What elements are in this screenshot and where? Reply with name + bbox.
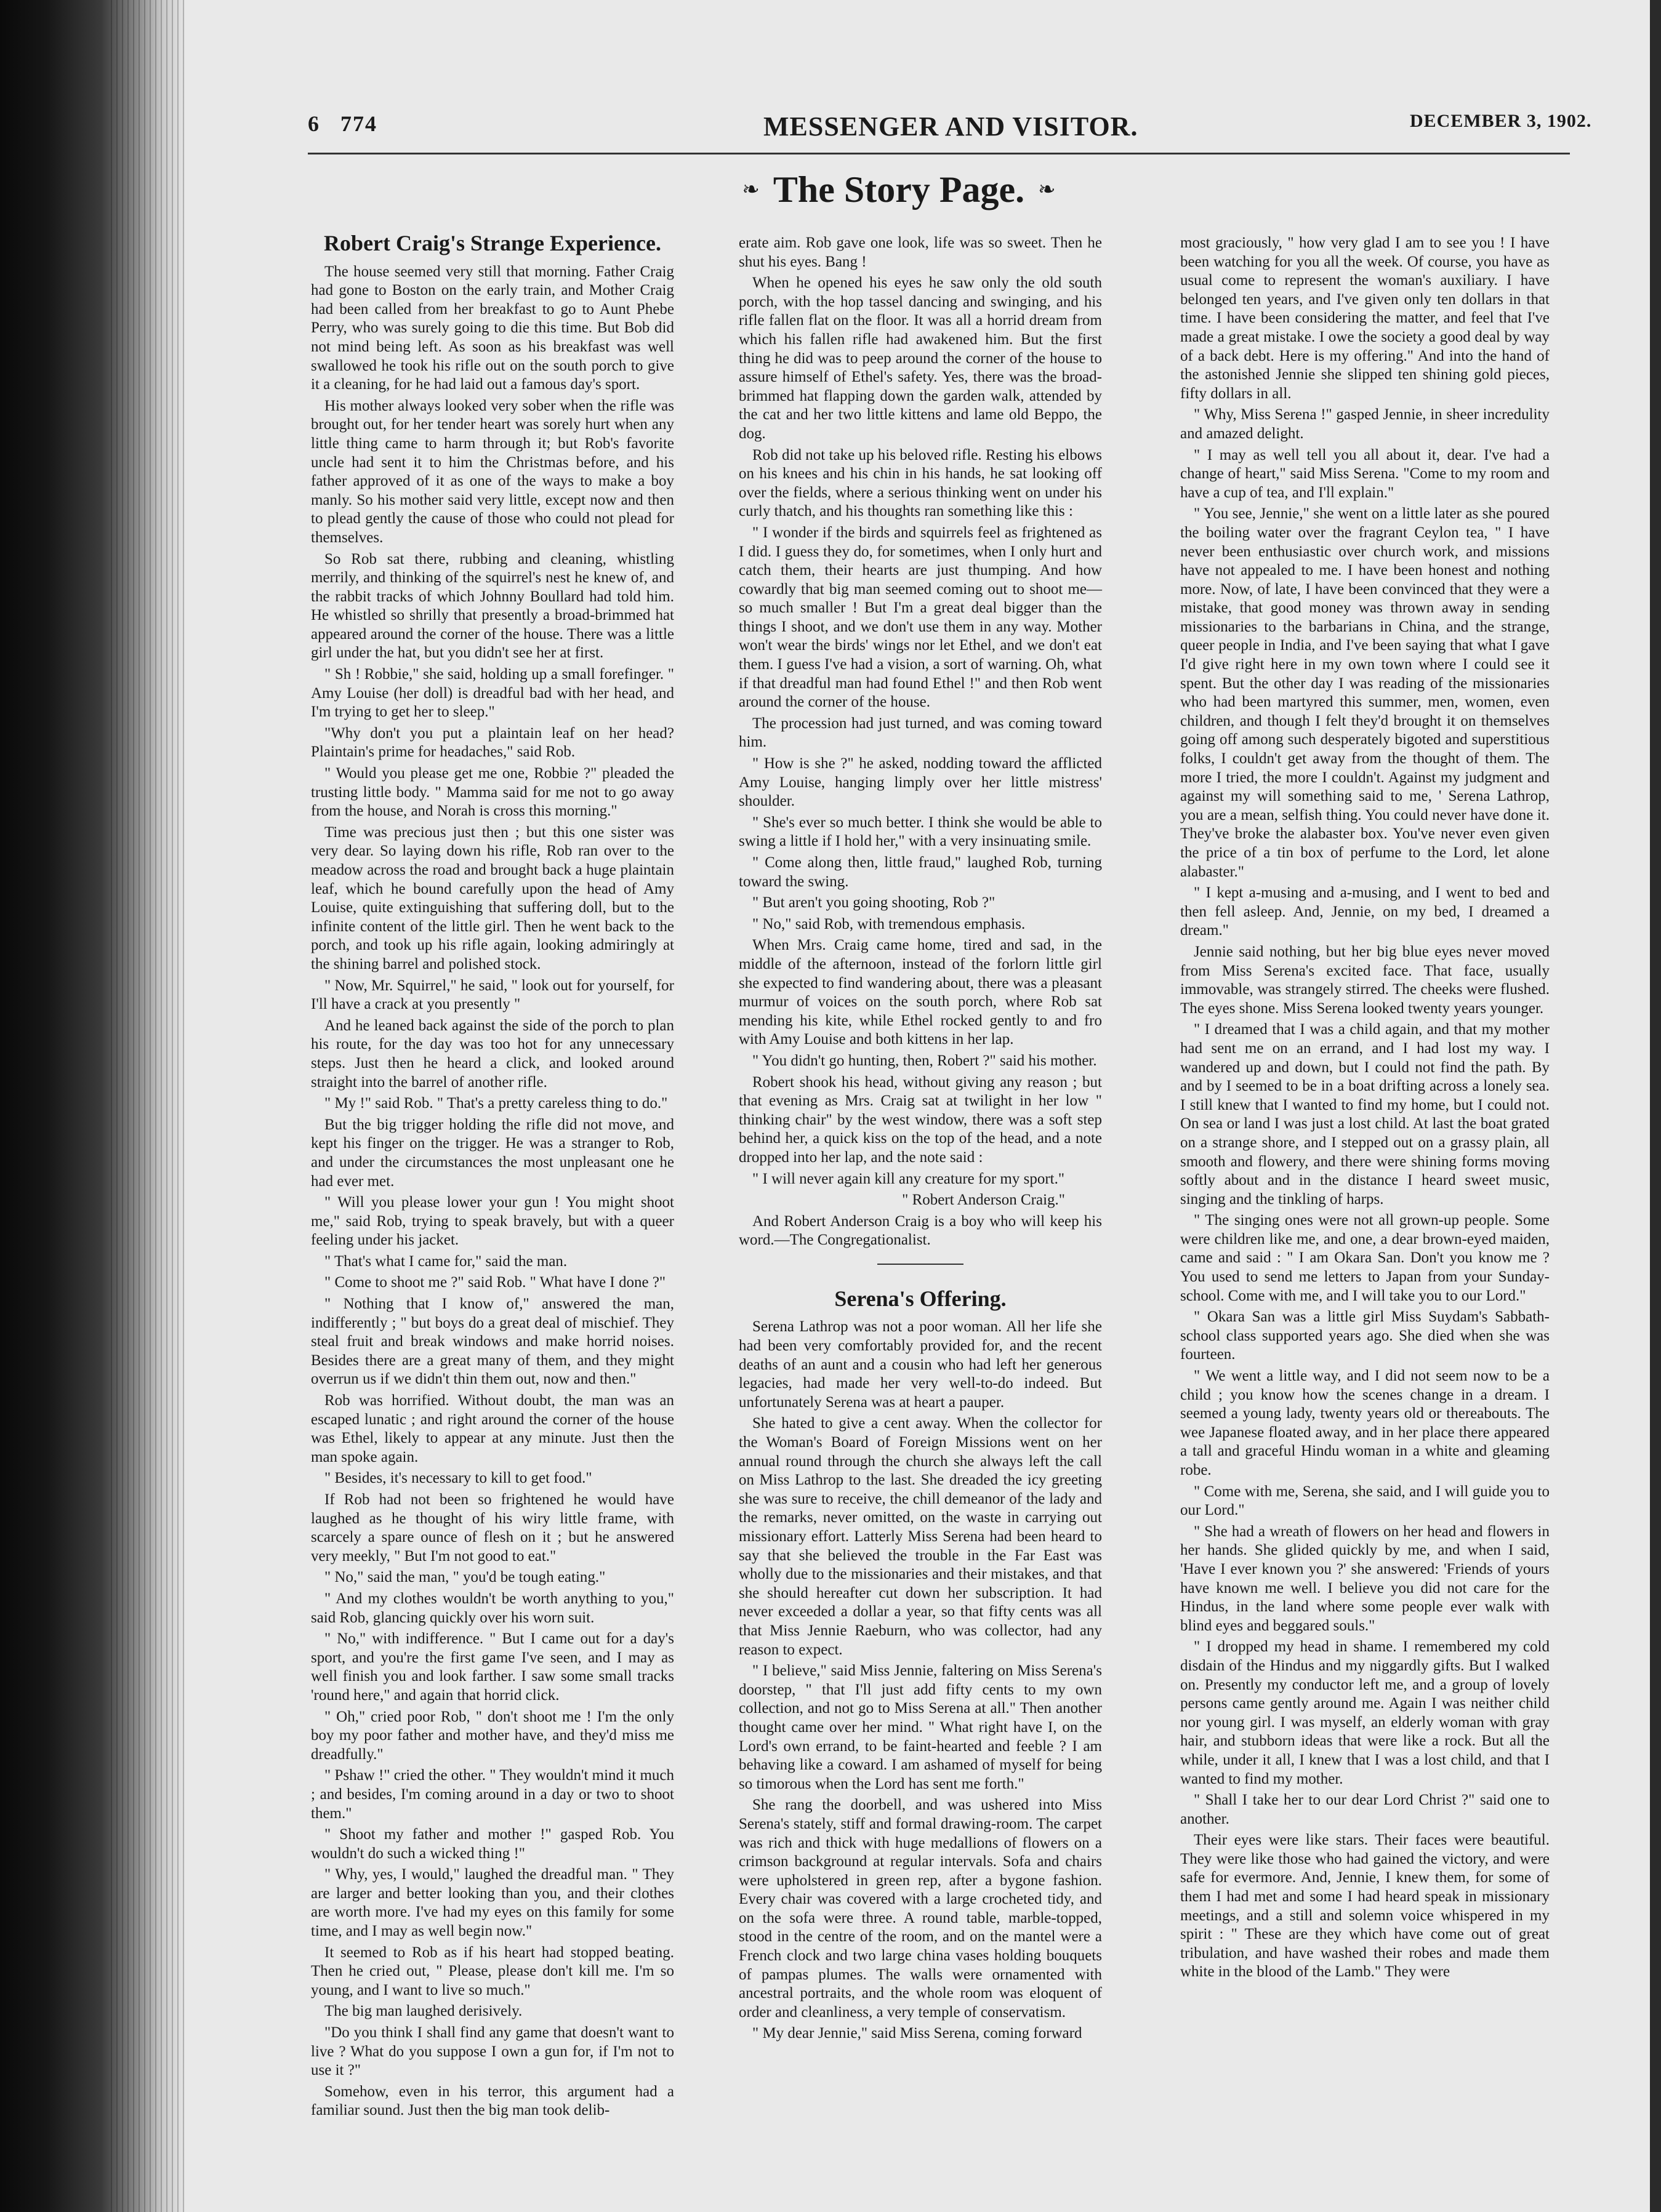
paragraph: Serena Lathrop was not a poor woman. All her life she had been very comfortably provided for, and the recent deaths of an aunt and a cousin who had left her generous legacies, had made her very well-to-do indeed. But unfortunately Serena was at heart a pauper. [739,1318,1102,1411]
paragraph: When Mrs. Craig came home, tired and sad, in the middle of the afternoon, instead of the forlorn little girl she expected to find wandering about, there was a pleasant murmur of voices on the south porch, where Rob sat mending his kite, while Ethel rocked gently to and fro with Amy Louise and both kittens in her lap. [739,937,1102,1048]
story-body-robert-part1 [311,263,674,2120]
story-body-serena-part1 [739,1318,1102,2043]
paragraph: " Why, yes, I would," laughed the dreadful man. " They are larger and better looking than you, and their clothes are worth more. I've had my eyes on this family for some time, and I may as well begin now." [311,1866,674,1940]
paragraph: " Will you please lower your gun ! You might shoot me," said Rob, trying to speak bravely, but with a queer feeling under his jacket. [311,1194,674,1249]
paragraph: "Why don't you put a plaintain leaf on her head? Plaintain's prime for headaches," said Rob. [311,724,674,761]
paragraph: And he leaned back against the side of the porch to plan his route, for the day was too hot for any unnecessary steps. Just then he heard a click, and looked around straight into the barrel of another rifle. [311,1017,674,1091]
paragraph: most graciously, " how very glad I am to see you ! I have been watching for you all the week. Of course, you have as usual come to represent the woman's auxiliary. I have belonged ten years, and I've given only ten dollars in that time. I have been considering the matter, and feel that I've made a great mistake. I owe the society a good deal by way of a back debt. Here is my offering." And into the hand of the astonished Jennie she slipped ten shining gold pieces, fifty dollars in all. [1180,234,1550,402]
paragraph: " No," said the man, " you'd be tough eating." [324,1569,606,1586]
section-heading [665,165,1133,214]
column-2 [739,234,1102,2046]
paragraph: If Rob had not been so frightened he would have laughed as he thought of his wiry little frame, with scarcely a spare ounce of flesh on it ; but he answered very meekly, " But I'm not good to eat." [311,1491,674,1565]
ornament-right-icon: ❧ [1038,178,1056,201]
paragraph: "Do you think I shall find any game that doesn't want to live ? What do you suppose I own a gun for, if I'm not to use it ?" [311,2024,674,2079]
paragraph: " I dreamed that I was a child again, and that my mother had sent me on an errand, and I had lost my way. I wandered up and down, but I could not find the path. By and by I seemed to be in a boat drifting across a lonely sea. I still knew that I wanted to find my home, but I could not. On sea or land I was just a lost child. At last the boat grated on a strange shore, and I stepped out on a grassy plain, all smooth and flowery, and there were shining forms moving softly about and in the distance I heard sweet music, singing and the tinkling of harps. [1180,1021,1550,1208]
paragraph: " Nothing that I know of," answered the man, indifferently ; " but boys do a great deal of mischief. They steal fruit and break windows and make horrid noises. Besides there are a great many of them, and they might overrun us if we didn't thin them out, now and then." [311,1296,674,1388]
paragraph: It seemed to Rob as if his heart had stopped beating. Then he cried out, " Please, please don't kill me. I'm so young, and I want to live so much." [311,1944,674,1998]
paragraph: " We went a little way, and I did not seem now to be a child ; you know how the scenes change in a dream. I seemed a young lady, twenty years old or thereabouts. The wee Japanese floated away, and in her place there appeared a tall and graceful Hindu woman in a white and gleaming robe. [1180,1368,1550,1478]
paragraph: " How is she ?" he asked, nodding toward the afflicted Amy Louise, hanging limply over her little mistress' shoulder. [739,755,1102,810]
paragraph: " My !" said Rob. " That's a pretty careless thing to do." [324,1095,668,1112]
paragraph: " Now, Mr. Squirrel," he said, " look out for yourself, for I'll have a crack at you presently " [311,977,674,1013]
paragraph: Robert shook his head, without giving any reason ; but that evening as Mrs. Craig sat at twilight in her low " thinking chair" by the west window, there was a soft step behind her, a quick kiss on the top of the head, and a note dropped into her lap, and the note said : [739,1073,1102,1166]
paragraph: " And my clothes wouldn't be worth anything to you," said Rob, glancing quickly over his worn suit. [311,1590,674,1626]
page-edges [111,0,191,2212]
paragraph: So Rob sat there, rubbing and cleaning, whistling merrily, and thinking of the squirrel's nest he knew of, and the rabbit tracks of which Johnny Boullard had told him. He whistled so shrilly that presently a broad-brimmed hat appeared around the corner of the house. There was a little girl under the hat, but you didn't see her at first. [311,550,674,662]
paragraph: " No," said Rob, with tremendous emphasis. [752,915,1026,932]
story-divider [877,1264,963,1265]
paragraph: " She's ever so much better. I think she would be able to swing a little if I hold her," with a very insinuating smile. [739,814,1102,850]
paragraph: " You see, Jennie," she went on a little later as she poured the boiling water over the fragrant Ceylon tea, " I have never been enthusiastic over church work, and missions have not appealed to me. I have been honest and nothing more. Now, of late, I have been convinced that they were a mistake, that good money was thrown away in sending missionaries to the barbarians in China, and the strange, queer people in India, and I've been saying that what I gave I'd give right here in my own town where I could see it spent. But the other day I was reading of the missionaries who had been martyred this summer, men, women, even children, and though I felt they'd brought it on themselves going off among such desperately bigoted and superstitious folks, I couldn't get away from the thought of them. The more I tried, the more I couldn't. Against my judgment and against my will something said to me, ' Serena Lathrop, you are a mean, selfish thing. You could never have done it. They've broke the alabaster box. You've never even given the price of a tin box of perfume to the Lord, let alone alabaster." [1180,505,1550,880]
paragraph: erate aim. Rob gave one look, life was so sweet. Then he shut his eyes. Bang ! [739,234,1102,270]
paragraph: Jennie said nothing, but her big blue eyes never moved from Miss Serena's excited face. That face, usually immovable, was strangely stirred. The cheeks were flushed. The eyes shone. Miss Serena looked twenty years younger. [1180,943,1550,1017]
paragraph: His mother always looked very sober when the rifle was brought out, for her tender heart was sorely hurt when any little thing came to harm through it; but Rob's favorite uncle had sent it to him the Christmas before, and his father approved of it as one of the ways to make a boy manly. So his mother said very little, except now and then to plead gently the cause of those who could not plead for themselves. [311,397,674,546]
paragraph: " Come with me, Serena, she said, and I will guide you to our Lord." [1180,1483,1550,1519]
paragraph: " I believe," said Miss Jennie, faltering on Miss Serena's doorstep, " that I'll just add fifty cents to my own collection, and not go to Miss Serena at all." Then another thought came over her mind. " What right have I, on the Lord's own errand, to be faint-hearted and feeble ? I am behaving like a coward. I am ashamed of myself for being so timorous when the Lord has sent me forth." [739,1662,1102,1792]
paragraph: " The singing ones were not all grown-up people. Some were children like me, and one, a dear brown-eyed maiden, came and said : " I am Okara San. Don't you know me ? You used to send me letters to Japan from your Sunday-school. Come with me, and I will take you to our Lord." [1180,1212,1550,1304]
paragraph: " You didn't go hunting, then, Robert ?" said his mother. [752,1052,1097,1069]
paragraph: Their eyes were like stars. Their faces were beautiful. They were like those who had gained the victory, and were safe for evermore. And, Jennie, I knew them, for some of them I had met and some I had heard speak in missionary meetings, and a still and solemn voice whispered in my spirit : " These are they which have come out of great tribulation, and have washed their robes and made them white in the blood of the Lamb." They were [1180,1832,1550,1981]
page-number [308,111,377,137]
paragraph: " I will never again kill any creature for my sport." [752,1170,1065,1187]
paragraph: " Sh ! Robbie," she said, holding up a small forefinger. " Amy Louise (her doll) is dreadful bad with her head, and I'm trying to get her to sleep." [311,666,674,721]
paragraph: The procession had just turned, and was coming toward him. [739,715,1102,751]
paragraph: " She had a wreath of flowers on her head and flowers in her hands. She glided quickly by me, and when I said, 'Have I ever known you ?' she answered: 'Friends of yours have known me well. I believe you did not care for the Hindus, in the land where some people ever walk with blind eyes and beggared souls." [1180,1523,1550,1634]
paragraph: " Besides, it's necessary to kill to get food." [324,1470,592,1487]
paragraph: " My dear Jennie," said Miss Serena, coming forward [752,2025,1082,2042]
paragraph: " Shoot my father and mother !" gasped Rob. You wouldn't do such a wicked thing !" [311,1826,674,1862]
paragraph: " Come to shoot me ?" said Rob. " What have I done ?" [324,1274,666,1291]
paragraph: But the big trigger holding the rifle did not move, and kept his finger on the trigger. He was a stranger to Rob, and under the circumstances the most unpleasant one he had ever met. [311,1116,674,1190]
story-body-serena-part2 [1180,234,1550,1982]
story-closing: And Robert Anderson Craig is a boy who will keep his word.—The Congregationalist. [739,1212,1102,1249]
paragraph: Rob was horrified. Without doubt, the man was an escaped lunatic ; and right around the corner of the house was Ethel, likely to appear at any minute. Just then the man spoke again. [311,1392,674,1465]
paragraph: " Why, Miss Serena !" gasped Jennie, in sheer incredulity and amazed delight. [1180,406,1550,442]
column-3 [1180,234,1550,1984]
paragraph: " Okara San was a little girl Miss Suydam's Sabbath-school class supported years ago. She died when she was fourteen. [1180,1308,1550,1363]
section-title: The Story Page. [773,169,1025,210]
story-title-serena: Serena's Offering. [834,1286,1007,1311]
paragraph: " Would you please get me one, Robbie ?" pleaded the trusting little body. " Mamma said for me not to go away from the house, and Norah is cross this morning." [311,765,674,820]
binding-edge [1650,0,1661,2212]
paragraph: " Shall I take her to our dear Lord Christ ?" said one to another. [1180,1792,1550,1827]
paragraph: " No," with indifference. " But I came out for a day's sport, and you're the first game I've seen, and I may as well finish you and look farther. I saw some small tracks 'round here," and again that horrid click. [311,1630,674,1704]
paragraph: When he opened his eyes he saw only the old south porch, with the hop tassel dancing and swinging, and his rifle fallen flat on the floor. It was all a horrid dream from which his fallen rifle had awakened him. But the first thing he did was to peep around the corner of the house to assure himself of Ethel's safety. Yes, there was the broad-brimmed hat flapping down the garden walk, attended by the cat and her two little kittens and lame old Beppo, the dog. [739,274,1102,442]
paragraph: " I dropped my head in shame. I remembered my cold disdain of the Hindus and my niggardly gifts. But I walked on. Presently my conductor left me, and a group of lovely persons came gently around me. Again I was neither child nor young girl. I was myself, an elderly woman with gray hair, and stubborn ideas that were like a rock. But all the while, under it all, I knew that I was a lost child, and that I wanted to find my mother. [1180,1638,1550,1787]
paragraph: " Oh," cried poor Rob, " don't shoot me ! I'm the only boy my poor father and mother have, and they'd miss me dreadfully." [311,1708,674,1763]
paragraph: Somehow, even in his terror, this argument had a familiar sound. Just then the big man took delib- [311,2083,674,2119]
story-title-robert: Robert Craig's Strange Experience. [324,231,661,255]
page-number-value: 774 [340,111,377,136]
paragraph: She hated to give a cent away. When the collector for the Woman's Board of Foreign Missions went on her annual round through the church she always left the call on Miss Lathrop to the last. She dreaded the icy greeting she was sure to receive, the chill demeanor of the lady and the remarks, never omitted, on the waste in carrying out missionary effort. Latterly Miss Serena had been heard to say that she believed the trouble in the Far East was wholly due to the missionaries and their mistakes, and that she should hereafter cut down her subscription. It had never exceeded a dollar a year, so that fifty cents was all that Miss Jennie Raeburn, who was collector, had any reason to expect. [739,1415,1102,1658]
paragraph: " But aren't you going shooting, Rob ?" [752,894,995,912]
paragraph: Rob did not take up his beloved rifle. Resting his elbows on his knees and his chin in his hands, he sat looking off over the fields, where a serious thinking went on under his curly thatch, and his thoughts ran something like this : [739,446,1102,520]
paragraph: She rang the doorbell, and was ushered into Miss Serena's stately, stiff and formal drawing-room. The carpet was rich and thick with huge medallions of flowers on a crimson background at regular intervals. Sofa and chairs were upholstered in green rep, after a bygone fashion. Every chair was covered with a large crocheted tidy, and on the sofa were three. A round table, marble-topped, stood in the centre of the room, and on the mantel were a French clock and two large china vases holding bouquets of pampas plumes. The walls were ornamented with ancestral portraits, and the whole room was eloquent of order and cleanliness, a very temple of conservatism. [739,1797,1102,2021]
paragraph: The big man laughed derisively. [324,2003,523,2020]
paragraph: " I may as well tell you all about it, dear. I've had a change of heart," said Miss Serena. "Come to my room and have a cup of tea, and I'll explain." [1180,446,1550,501]
paragraph: " I wonder if the birds and squirrels feel as frightened as I did. I guess they do, for sometimes, when I only hurt and catch them, their hearts are just thumping. And how cowardly that big man seemed coming out to shoot me—so much smaller ! But I'm a great deal bigger than the things I shoot, and we don't use them in any way. Mother won't wear the birds' wings nor let Ethel, and we don't eat them. I guess I've had a vision, a sort of warning. Oh, what if that dreadful man had found Ethel !" and then Rob went around the corner of the house. [739,524,1102,711]
paragraph: " Come along then, little fraud," laughed Rob, turning toward the swing. [739,854,1102,890]
paragraph: Time was precious just then ; but this one sister was very dear. So laying down his rifle, Rob ran over to the meadow across the road and brought back a huge plaintain leaf, which he bound carefully upon the head of Amy Louise, quite extinguishing that suffering doll, but to the infinite content of the little girl. Then he went back to the porch, and took up his rifle again, looking admiringly at the shining barrel and polished stock. [311,823,674,972]
paragraph: " That's what I came for," said the man. [324,1252,568,1270]
paragraph: The house seemed very still that morning. Father Craig had gone to Boston on the early train, and Mother Craig had been called from her breakfast to go to Aunt Phebe Perry, who was surely going to die this time. But Bob did not mind being left. As soon as his breakfast was well swallowed he took his rifle out on the south porch to give it a cleaning, for he had laid out a famous day's sport. [311,263,674,393]
story-body-robert-part2 [739,234,1102,1188]
paragraph: " Pshaw !" cried the other. " They wouldn't mind it much ; and besides, I'm coming around in a day or two to shoot them." [311,1767,674,1822]
header-rule [308,153,1570,154]
column-1 [311,231,674,2123]
paragraph: " I kept a-musing and a-musing, and I went to bed and then fell asleep. And, Jennie, on my bed, I dreamed a dream." [1180,884,1550,939]
page-marker: 6 [308,111,320,136]
ornament-left-icon: ❧ [742,178,760,201]
issue-date: DECEMBER 3, 1902. [1410,111,1592,131]
masthead-title: MESSENGER AND VISITOR. [763,111,1138,142]
story-signature: " Robert Anderson Craig." [902,1192,1065,1209]
